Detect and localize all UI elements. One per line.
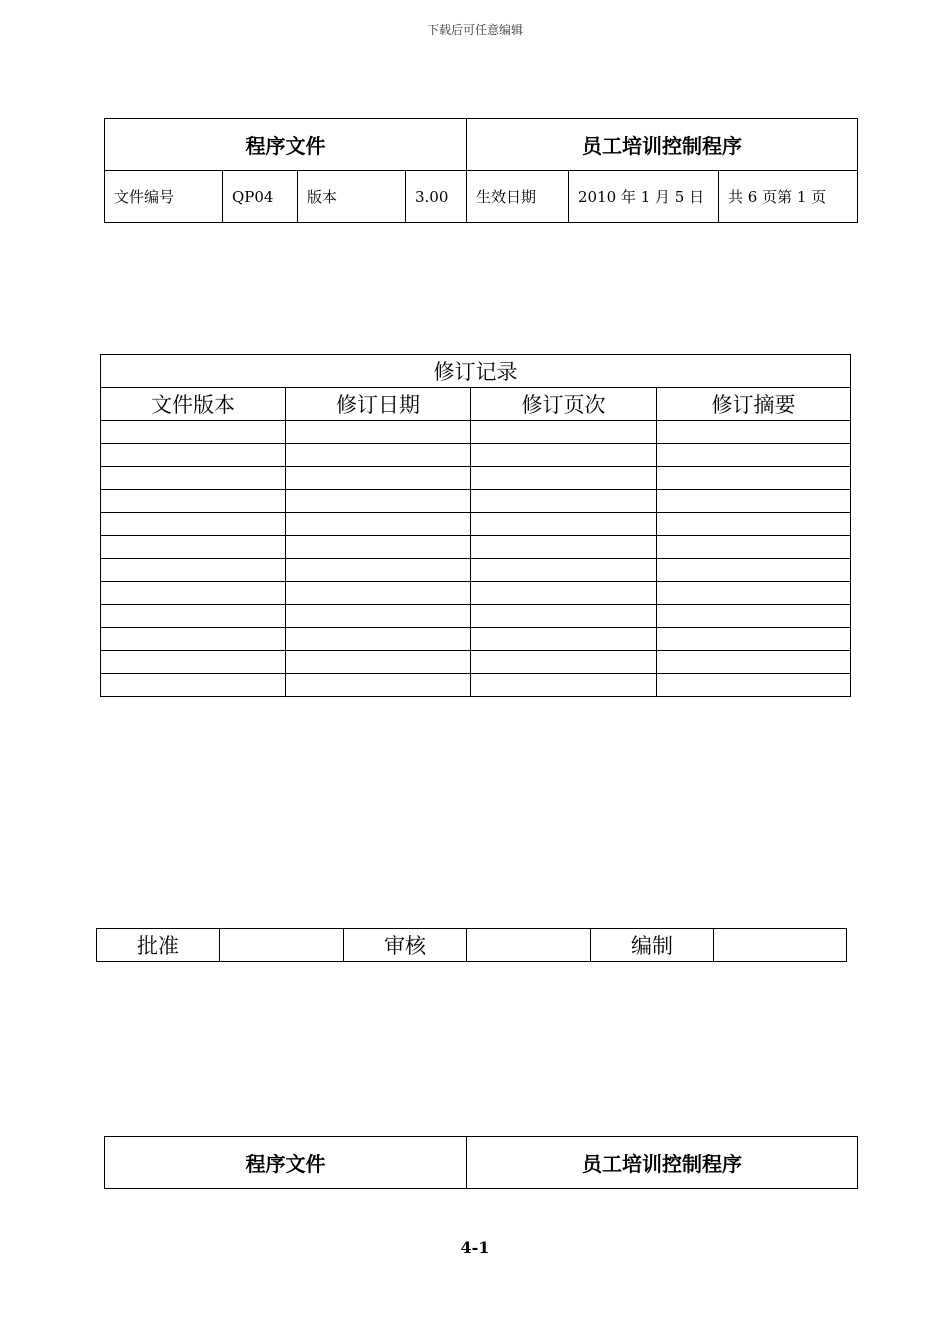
effective-date-value: 2010 年 1 月 5 日 xyxy=(569,171,719,223)
top-note: 下载后可任意编辑 xyxy=(426,23,523,37)
doc-type-cell: 程序文件 xyxy=(105,119,467,171)
table-cell xyxy=(286,421,471,444)
table-row xyxy=(101,490,851,513)
table-cell xyxy=(471,421,657,444)
file-no-label: 文件编号 xyxy=(105,171,223,223)
table-cell xyxy=(471,582,657,605)
approval-table xyxy=(96,928,847,962)
table-cell xyxy=(286,628,471,651)
review-value xyxy=(467,929,591,962)
table-cell xyxy=(471,536,657,559)
compile-label: 编制 xyxy=(591,929,714,962)
table-cell xyxy=(286,490,471,513)
table-cell xyxy=(471,605,657,628)
table-cell xyxy=(657,513,851,536)
doc-type-cell: 程序文件 xyxy=(105,1137,467,1189)
review-label: 审核 xyxy=(344,929,467,962)
table-cell xyxy=(471,513,657,536)
table-cell xyxy=(101,444,286,467)
table-cell xyxy=(286,651,471,674)
table-cell xyxy=(657,421,851,444)
table-cell xyxy=(286,605,471,628)
table-cell xyxy=(471,490,657,513)
table-cell xyxy=(657,628,851,651)
doc-title-cell: 员工培训控制程序 xyxy=(467,119,858,171)
column-header-summary: 修订摘要 xyxy=(657,388,851,421)
table-cell xyxy=(471,559,657,582)
table-row xyxy=(101,513,851,536)
table-cell xyxy=(286,674,471,697)
revision-title: 修订记录 xyxy=(101,355,851,388)
table-cell xyxy=(657,536,851,559)
table-cell xyxy=(471,628,657,651)
table-cell xyxy=(101,490,286,513)
approve-label: 批准 xyxy=(97,929,220,962)
table-cell xyxy=(286,444,471,467)
table-cell xyxy=(286,559,471,582)
file-no-value: QP04 xyxy=(223,171,298,223)
table-cell xyxy=(101,536,286,559)
table-cell xyxy=(101,467,286,490)
compile-value xyxy=(714,929,847,962)
table-cell xyxy=(657,559,851,582)
table-row xyxy=(101,582,851,605)
table-cell xyxy=(657,674,851,697)
page-number: 4-1 xyxy=(460,1238,490,1257)
doc-title-cell: 员工培训控制程序 xyxy=(467,1137,858,1189)
table-cell xyxy=(286,467,471,490)
table-row xyxy=(101,421,851,444)
table-cell xyxy=(471,651,657,674)
column-header-date: 修订日期 xyxy=(286,388,471,421)
table-cell xyxy=(101,628,286,651)
revision-record-table xyxy=(100,354,851,697)
table-cell xyxy=(657,467,851,490)
table-row xyxy=(101,651,851,674)
table-cell xyxy=(657,582,851,605)
table-cell xyxy=(471,444,657,467)
table-cell xyxy=(101,513,286,536)
table-cell xyxy=(657,651,851,674)
table-row xyxy=(101,444,851,467)
table-cell xyxy=(101,674,286,697)
table-row xyxy=(101,559,851,582)
table-cell xyxy=(101,559,286,582)
table-cell xyxy=(286,582,471,605)
approve-value xyxy=(220,929,344,962)
effective-date-label: 生效日期 xyxy=(467,171,569,223)
table-cell xyxy=(471,674,657,697)
table-cell xyxy=(286,536,471,559)
table-cell xyxy=(101,421,286,444)
page-info: 共 6 页第 1 页 xyxy=(719,171,858,223)
table-cell xyxy=(101,651,286,674)
table-cell xyxy=(471,467,657,490)
table-cell xyxy=(101,605,286,628)
column-header-version: 文件版本 xyxy=(101,388,286,421)
table-row xyxy=(101,628,851,651)
table-row xyxy=(101,674,851,697)
table-row xyxy=(101,605,851,628)
repeated-header-table xyxy=(104,1136,858,1189)
table-cell xyxy=(657,605,851,628)
version-label: 版本 xyxy=(298,171,406,223)
table-cell xyxy=(286,513,471,536)
column-header-pages: 修订页次 xyxy=(471,388,657,421)
document-header-table xyxy=(104,118,858,223)
table-row xyxy=(101,536,851,559)
table-cell xyxy=(101,582,286,605)
table-row xyxy=(101,467,851,490)
version-value: 3.00 xyxy=(406,171,467,223)
table-cell xyxy=(657,444,851,467)
table-cell xyxy=(657,490,851,513)
